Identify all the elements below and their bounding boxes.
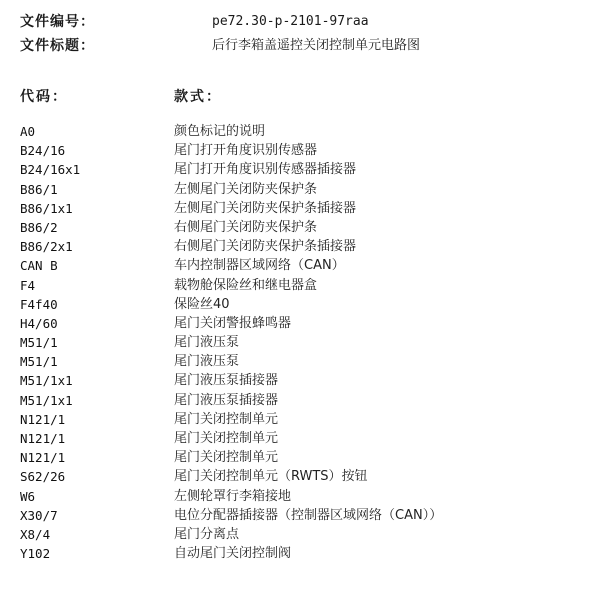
component-code: M51/1 — [20, 354, 58, 370]
legend-row — [20, 237, 590, 256]
component-code: W6 — [20, 488, 36, 504]
component-code: B86/1 — [20, 181, 58, 197]
component-description: 载物舱保险丝和继电器盒 — [174, 277, 318, 293]
legend-row — [20, 448, 590, 467]
component-description: 左侧尾门关闭防夹保护条 — [174, 181, 318, 197]
legend-row — [20, 295, 590, 314]
legend-row — [20, 467, 590, 486]
component-code: N121/1 — [20, 431, 66, 446]
component-description: 自动尾门关闭控制阀 — [174, 546, 292, 562]
legend-row — [20, 160, 590, 179]
legend-row — [20, 391, 590, 410]
component-description: 电位分配器插接器（控制器区域网络（CAN）） — [174, 507, 443, 523]
component-description: 颜色标记的说明 — [174, 124, 266, 139]
component-code: Y102 — [20, 546, 51, 562]
doc-number-value: pe72.30-p-2101-97raa — [212, 14, 369, 29]
component-code: N121/1 — [20, 450, 66, 466]
component-code: X30/7 — [20, 507, 58, 523]
component-description: 尾门液压泵插接器 — [174, 392, 279, 408]
component-code: M51/1x1 — [20, 392, 73, 408]
legend-row — [20, 525, 590, 544]
legend-row — [20, 180, 590, 199]
component-description: 尾门关闭警报蜂鸣器 — [174, 315, 292, 331]
component-code: X8/4 — [20, 526, 51, 542]
component-legend-list — [20, 122, 590, 563]
component-description: 尾门关闭控制单元 — [174, 431, 279, 446]
component-description: 右侧尾门关闭防夹保护条 — [174, 219, 318, 235]
legend-row — [20, 218, 590, 237]
component-description: 尾门打开角度识别传感器插接器 — [174, 162, 357, 178]
component-description: 尾门液压泵 — [174, 354, 240, 370]
component-code: N121/1 — [20, 411, 66, 427]
legend-row — [20, 256, 590, 275]
component-code: B86/2x1 — [20, 239, 73, 255]
component-description: 尾门关闭控制单元 — [174, 450, 279, 466]
component-code: B24/16 — [20, 143, 66, 159]
legend-row — [20, 276, 590, 295]
component-code: F4f40 — [20, 296, 58, 312]
doc-title-label: 文件标题： — [20, 38, 95, 54]
legend-row — [20, 314, 590, 333]
legend-row — [20, 487, 590, 506]
legend-row — [20, 122, 590, 141]
component-code: S62/26 — [20, 469, 66, 485]
legend-row — [20, 506, 590, 525]
component-description: 尾门打开角度识别传感器 — [174, 143, 318, 159]
component-description: 尾门关闭控制单元 — [174, 411, 279, 427]
component-description: 车内控制器区域网络（CAN） — [174, 258, 345, 274]
component-code: B86/2 — [20, 219, 58, 235]
component-code: B24/16x1 — [20, 162, 81, 178]
legend-row — [20, 371, 590, 390]
legend-row — [20, 544, 590, 563]
component-description: 尾门液压泵 — [174, 335, 240, 351]
style-column-header: 款式： — [174, 89, 222, 105]
code-column-header: 代码： — [20, 89, 68, 105]
legend-row — [20, 429, 590, 448]
component-description: 左侧尾门关闭防夹保护条插接器 — [174, 200, 357, 216]
component-code: F4 — [20, 277, 36, 293]
legend-row — [20, 141, 590, 160]
component-description: 尾门液压泵插接器 — [174, 373, 279, 389]
component-description: 尾门关闭控制单元（RWTS）按钮 — [174, 469, 368, 485]
legend-row — [20, 352, 590, 371]
component-code: B86/1x1 — [20, 200, 73, 216]
component-description: 保险丝40 — [174, 296, 230, 312]
component-code: A0 — [20, 124, 36, 139]
legend-row — [20, 410, 590, 429]
component-description: 尾门分离点 — [174, 526, 240, 542]
component-description: 左侧轮罩行李箱接地 — [174, 488, 292, 504]
component-code: M51/1 — [20, 335, 58, 351]
doc-number-label: 文件编号： — [20, 14, 95, 30]
component-description: 右侧尾门关闭防夹保护条插接器 — [174, 239, 357, 255]
legend-row — [20, 333, 590, 352]
doc-title-value: 后行李箱盖遥控关闭控制单元电路图 — [212, 38, 421, 53]
legend-row — [20, 199, 590, 218]
component-code: CAN B — [20, 258, 58, 274]
component-code: M51/1x1 — [20, 373, 73, 389]
component-code: H4/60 — [20, 315, 58, 331]
